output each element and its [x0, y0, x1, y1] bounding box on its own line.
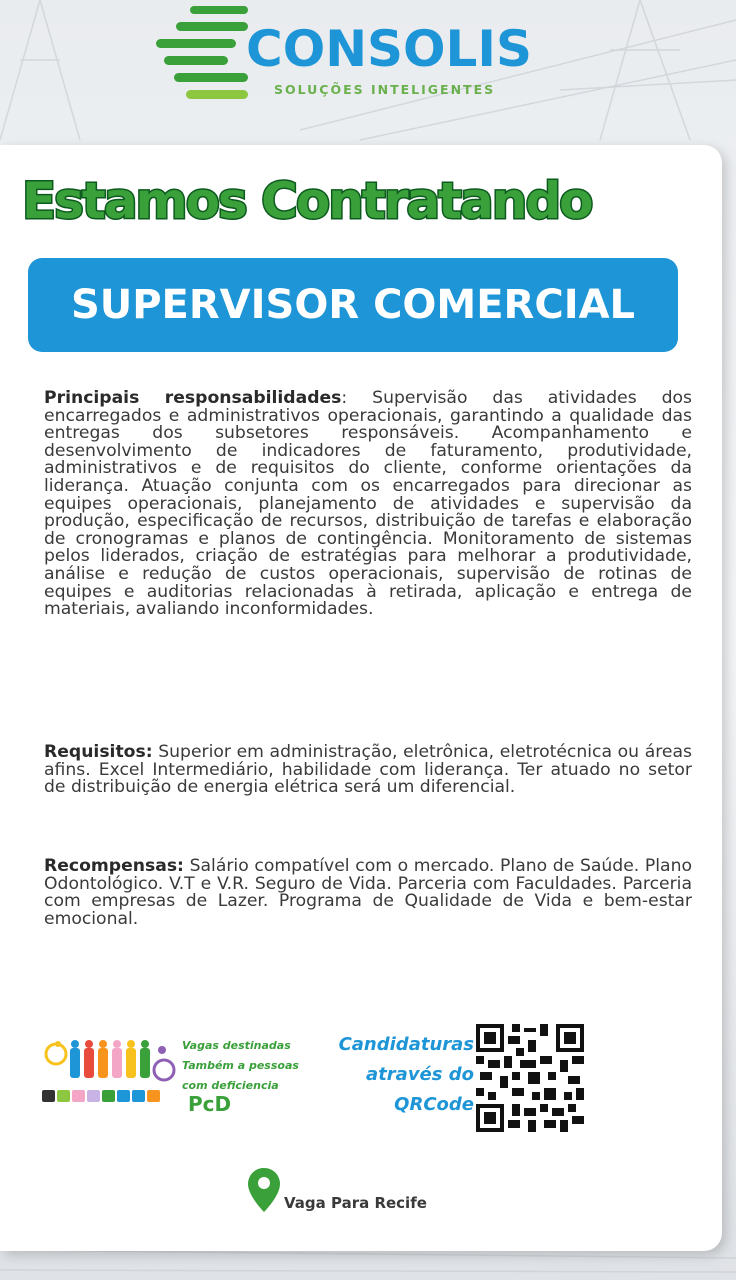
responsibilities-section — [44, 390, 692, 619]
intellectual-icon — [147, 1090, 160, 1102]
location-text: Vaga Para Recife — [284, 1194, 427, 1212]
rewards-label: Recompensas: — [44, 856, 184, 876]
apply-line-2: através do — [366, 1064, 474, 1085]
apply-line-1: Candidaturas — [338, 1034, 474, 1055]
brand-tagline: SOLUÇÕES INTELIGENTES — [274, 82, 496, 97]
map-pin-icon — [246, 1166, 282, 1214]
pcd-label: PcD — [188, 1092, 232, 1116]
requirements-text: Superior em administração, eletrônica, eletrotécnica ou áreas afins. Excel Intermediário, habilidade com liderança. Ter atuado no setor de distribuição de energia elétrica será um diferencial. — [44, 742, 692, 798]
requirements-section — [44, 744, 692, 797]
responsibilities-text: : Supervisão das atividades dos encarregados e administrativos operacionais, garantindo a qualidade das entregas dos subsetores responsáveis. Acompanhamento e desenvolvimento de indicadores de faturamento, produtividade, administrativos e de requisitos do cliente, conforme orientações da liderança. Atuação conjunta com os encarregados para direcionar as equipes operacionais, planejamento de atividades e supervisão da produção, especificação de recursos, distribuição de tarefas e elaboração de cronogramas e planos de contingência. Monitoramento de sistemas pelos liderados, criação de estratégias para melhorar a produtividade, análise e redução de custos operacionais, supervisão de rotinas de equipes e auditorias relacionadas à retirada, aplicação e entrega de materiais, avaliando inconformidades. — [44, 388, 692, 620]
sign-language-icon — [102, 1090, 115, 1102]
responsibilities-label: Principais responsabilidades — [44, 388, 342, 408]
requirements-label: Requisitos: — [44, 742, 153, 762]
apply-instructions — [334, 1030, 474, 1120]
rewards-text: Salário compatível com o mercado. Plano de Saúde. Plano Odontológico. V.T e V.R. Seguro de Vida. Parceria com Faculdades. Parceria com empresas de Lazer. Programa de Qualidade de Vida e bem-estar emocional. — [44, 856, 692, 929]
header — [0, 0, 736, 140]
role-title: SUPERVISOR COMERCIAL — [70, 282, 636, 328]
location-block — [246, 1166, 476, 1216]
consolis-logo-icon — [156, 6, 256, 102]
visual-impairment-icon — [42, 1090, 55, 1102]
pcd-line-1: Vagas destinadas — [182, 1039, 291, 1052]
brand-name: CONSOLIS — [246, 20, 533, 78]
role-banner — [28, 258, 678, 352]
pcd-description — [182, 1036, 322, 1096]
cognitive-icon — [72, 1090, 85, 1102]
mobility-icon — [87, 1090, 100, 1102]
apply-line-3: QRCode — [394, 1094, 474, 1115]
page-title: Estamos Contratando — [22, 172, 592, 230]
accessibility-icons — [42, 1090, 182, 1104]
hearing-impairment-icon — [57, 1090, 70, 1102]
people-diversity-icon — [42, 1040, 178, 1084]
walking-icon — [117, 1090, 130, 1102]
qr-code-icon[interactable] — [476, 1024, 584, 1132]
pcd-line-2: Também a pessoas — [182, 1059, 299, 1072]
pcd-block — [42, 1036, 312, 1116]
rewards-section — [44, 858, 692, 928]
wheelchair-icon — [132, 1090, 145, 1102]
pcd-line-3: com deficiencia — [182, 1079, 279, 1092]
